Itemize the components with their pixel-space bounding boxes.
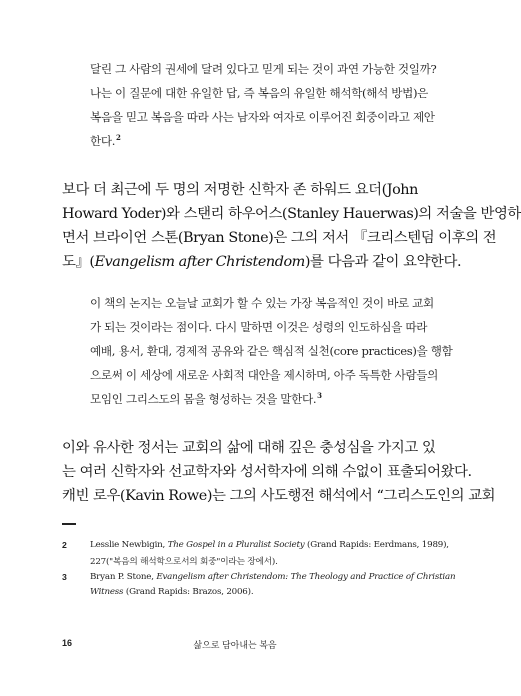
quote-line: 가 되는 것이라는 점이다. 다시 말하면 이것은 성령의 인도하심을 따라	[90, 320, 428, 334]
book-title-italic: Evangelism after Christendom	[94, 254, 305, 270]
body-line: 면서 브라이언 스톤(Bryan Stone)은 그의 저서 『크리스텐덤 이후의 전	[62, 230, 497, 246]
quote-line: 예배, 용서, 환대, 경제적 공유와 같은 핵심적 실천(core practices)을 행함	[90, 344, 453, 358]
footnote-title-italic: The Gospel in a Pluralist Society	[167, 540, 305, 550]
quote-text: 모임인 그리스도의 몸을 형성하는 것을 말한다.	[90, 392, 317, 406]
page-number: 16	[62, 638, 73, 648]
footnote-ref: 3	[317, 391, 322, 400]
quote-text: 한다.	[90, 134, 116, 148]
body-line: 캐빈 로우(Kavin Rowe)는 그의 사도행전 해석에서 “그리스도인의 교회	[62, 488, 496, 504]
body-line: 보다 더 최근에 두 명의 저명한 신학자 존 하워드 요더(John	[62, 182, 418, 198]
quote-line	[90, 391, 322, 407]
footnote-text: (Grand Rapids: Eerdmans, 1989),	[304, 540, 449, 550]
body-line: Howard Yoder)와 스탠리 하우어스(Stanley Hauerwas)의 저술을 반영하	[62, 206, 521, 222]
quote-line: 으로써 이 세상에 새로운 사회적 대안을 제시하며, 아주 독특한 사람들의	[90, 368, 438, 382]
quote-line: 복음을 믿고 복음을 따라 사는 남자와 여자로 이루어진 회중이라고 제안	[90, 110, 435, 124]
footnote-title-italic: Evangelism after Christendom: The Theology and Practice of Christian	[156, 572, 456, 582]
quote-line: 달린 그 사람의 권세에 달려 있다고 믿게 되는 것이 과연 가능한 것일까?	[90, 62, 437, 76]
footnote-line	[90, 587, 253, 597]
quote-line	[90, 133, 121, 149]
body-text: )를 다음과 같이 요약한다.	[304, 254, 462, 270]
footnote-ref: 2	[116, 133, 121, 142]
quote-line: 나는 이 질문에 대한 유일한 답, 즉 복음의 유일한 해석학(해석 방법)은	[90, 86, 428, 100]
footnote-title-italic: Witness	[90, 587, 124, 597]
quote-line: 이 책의 논지는 오늘날 교회가 할 수 있는 가장 복음적인 것이 바로 교회	[90, 296, 434, 310]
footnote-number: 3	[62, 572, 67, 582]
footnote-line	[90, 572, 455, 582]
body-line	[62, 250, 461, 271]
footnote-line: 227("복음의 해석학으로서의 회중"이라는 장에서).	[90, 557, 278, 567]
running-title: 삶으로 담아내는 복음	[193, 640, 277, 650]
footnote-text: (Grand Rapids: Brazos, 2006).	[123, 587, 254, 597]
footnote-separator	[62, 523, 76, 525]
footnote-number: 2	[62, 540, 67, 550]
footnote-text: Lesslie Newbigin,	[90, 540, 168, 550]
body-line: 이와 유사한 정서는 교회의 삶에 대해 깊은 충성심을 가지고 있	[62, 440, 436, 456]
footnote-text: Bryan P. Stone,	[90, 572, 157, 582]
body-text: 도』(	[62, 254, 95, 270]
body-line: 는 여러 신학자와 선교학자와 성서학자에 의해 수없이 표출되어왔다.	[62, 464, 472, 480]
footnote-line	[90, 540, 449, 550]
